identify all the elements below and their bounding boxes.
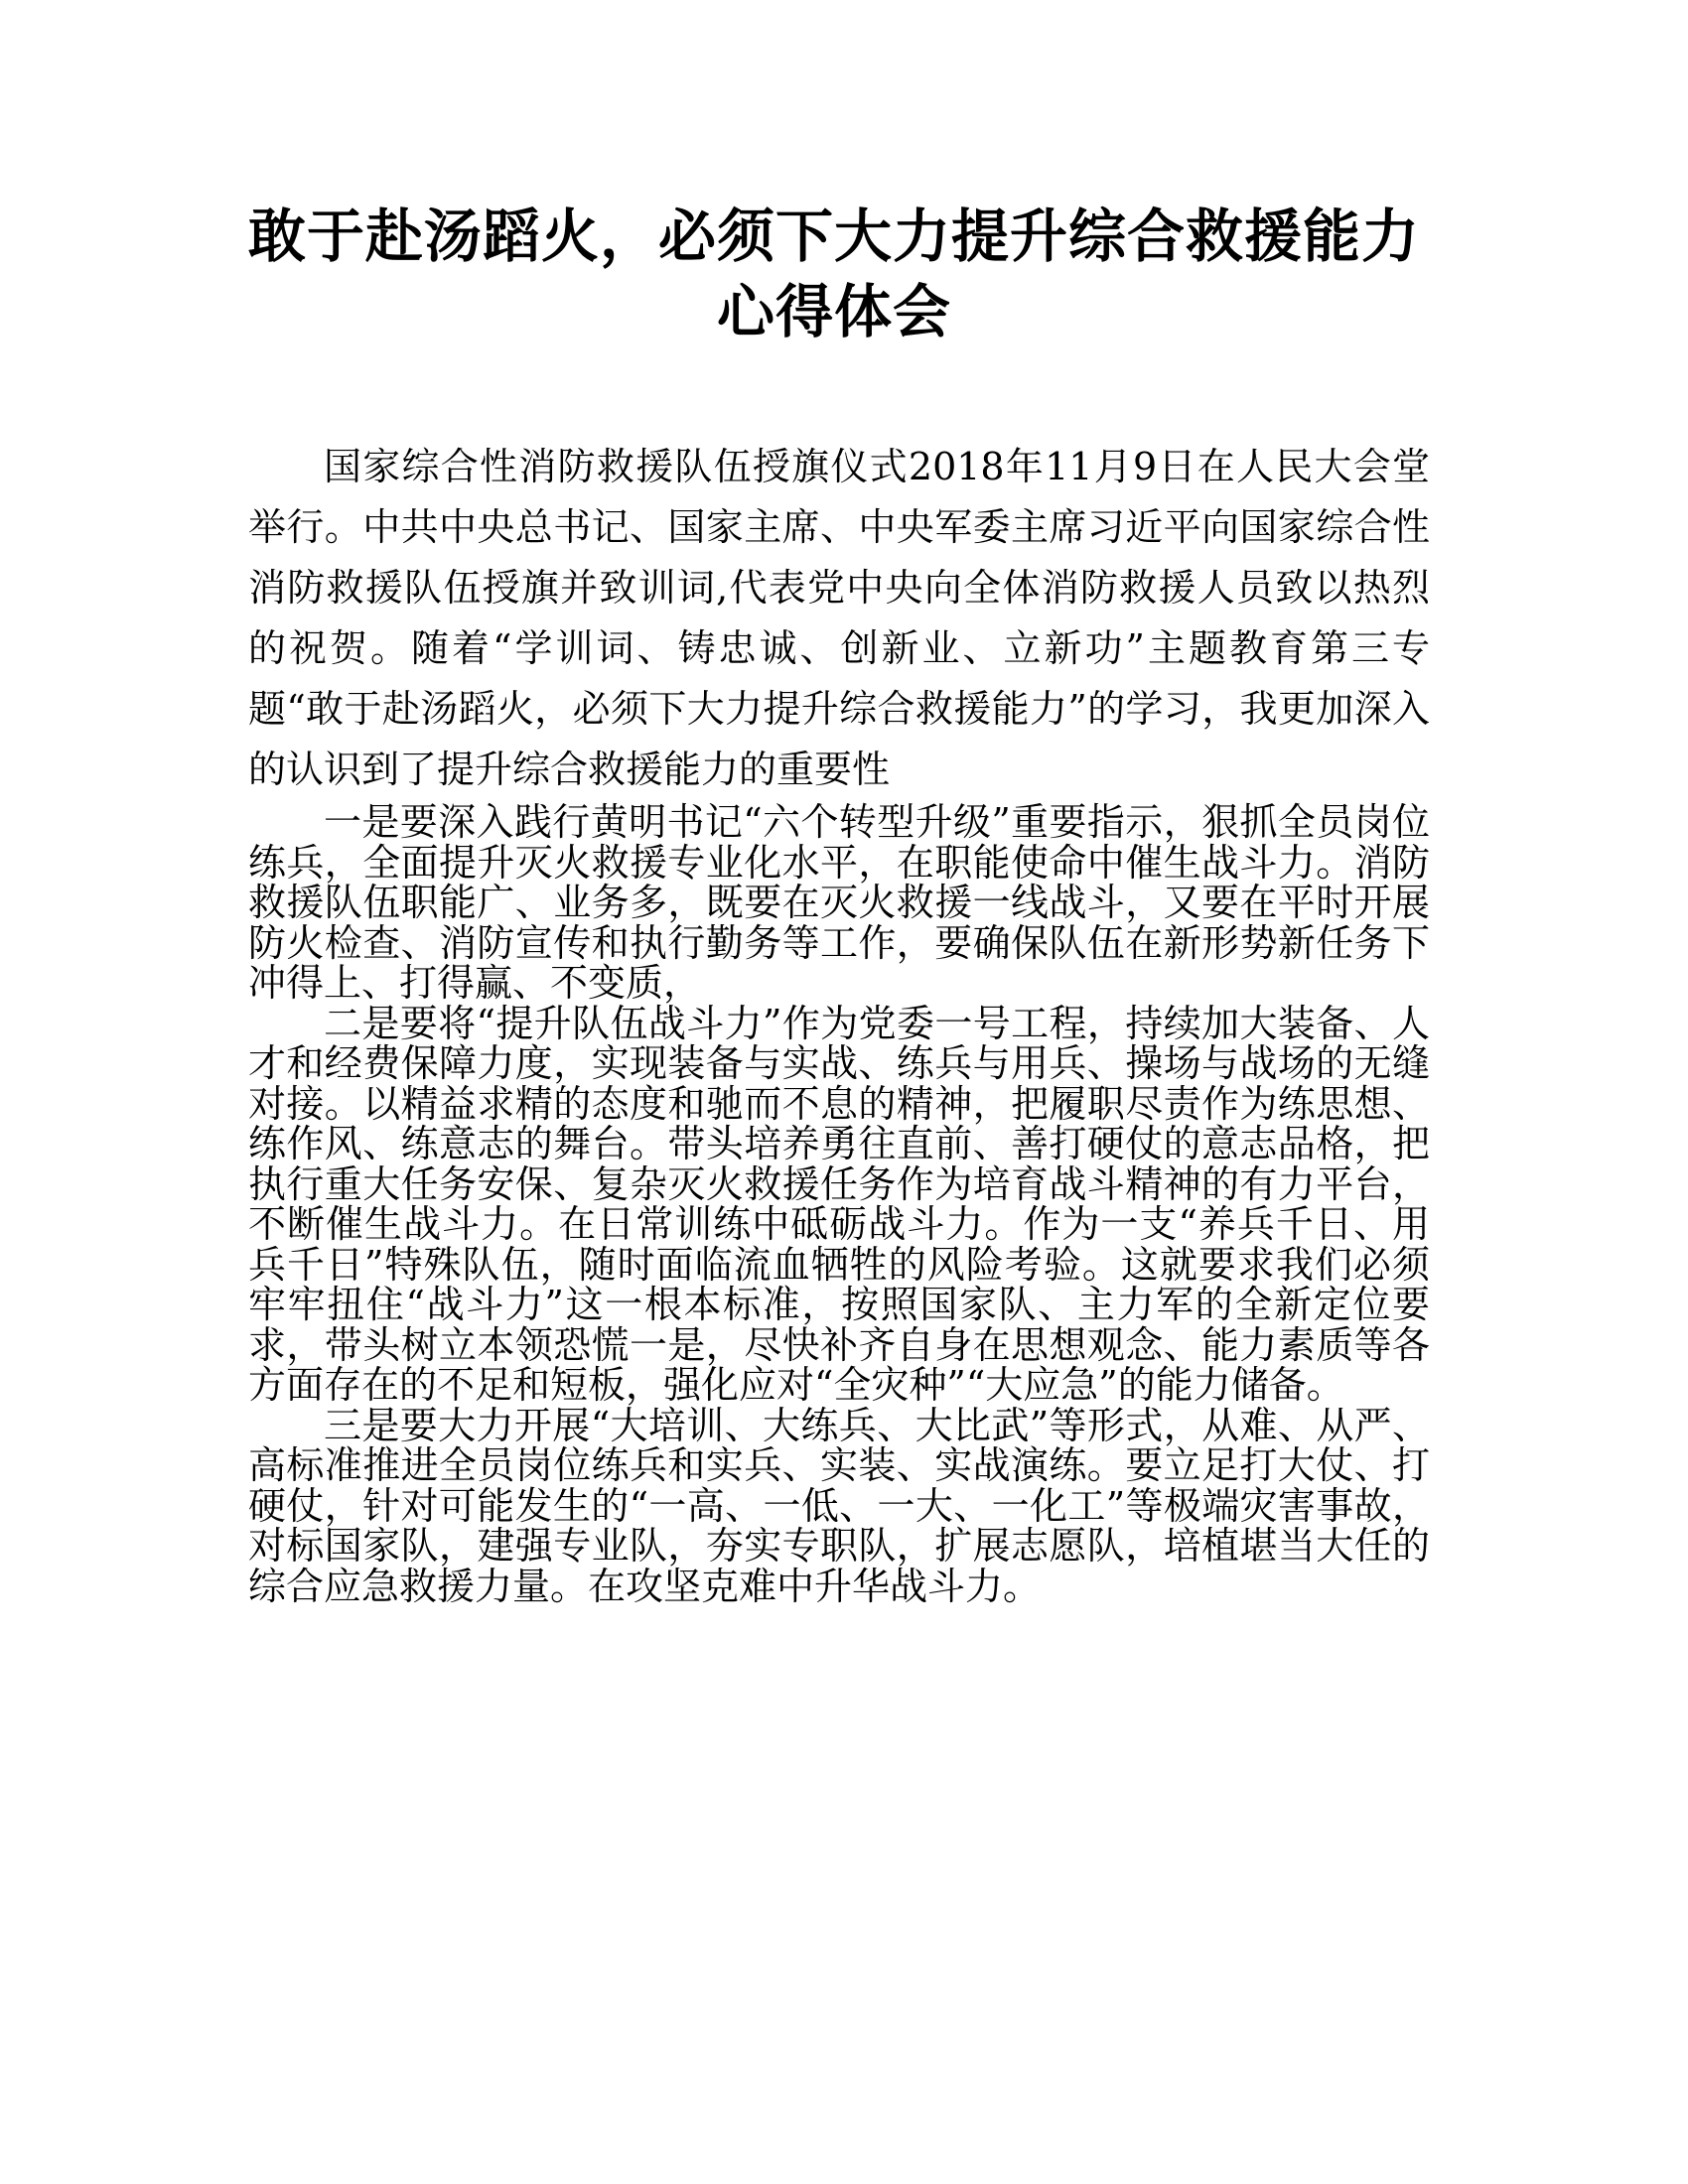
intro-paragraph: 国家综合性消防救援队伍授旗仪式2018年11月9日在人民大会堂举行。中共中央总书记、国家主席、中央军委主席习近平向国家综合性消防救援队伍授旗并致训词,代表党中央向全体消防救援人员致以热烈的祝贺。随着“学训词、铸忠诚、创新业、立新功”主题教育第三专题“敢于赴汤蹈火，必须下大力提升综合救援能力”的学习，我更加深入的认识到了提升综合救援能力的重要性 [248, 445, 1430, 791]
body-paragraphs [248, 802, 1430, 1606]
document-title: 敢于赴汤蹈火，必须下大力提升综合救援能力心得体会 [247, 203, 1420, 345]
paragraph-three: 三是要大力开展“大培训、大练兵、大比武”等形式，从难、从严、高标准推进全员岗位练兵和实兵、实装、实战演练。要立足打大仗、打硬仗，针对可能发生的“一高、一低、一大、一化工”等极端灾害事故，对标国家队，建强专业队，夯实专职队，扩展志愿队，培植堪当大任的综合应急救援力量。在攻坚克难中升华战斗力。 [248, 1403, 1430, 1608]
paragraph-two: 二是要将“提升队伍战斗力”作为党委一号工程，持续加大装备、人才和经费保障力度，实现装备与实战、练兵与用兵、操场与战场的无缝对接。以精益求精的态度和驰而不息的精神，把履职尽责作为练思想、练作风、练意志的舞台。带头培养勇往直前、善打硬仗的意志品格，把执行重大任务安保、复杂灭火救援任务作为培育战斗精神的有力平台，不断催生战斗力。在日常训练中砥砺战斗力。作为一支“养兵千日、用兵千日”特殊队伍，随时面临流血牺牲的风险考验。这就要求我们必须牢牢扭住“战斗力”这一根本标准，按照国家队、主力军的全新定位要求，带头树立本领恐慌一是，尽快补齐自身在思想观念、能力素质等各方面存在的不足和短板，强化应对“全灾种”“大应急”的能力储备。 [248, 1001, 1430, 1407]
paragraph-one: 一是要深入践行黄明书记“六个转型升级”重要指示，狠抓全员岗位练兵，全面提升灭火救援专业化水平，在职能使命中催生战斗力。消防救援队伍职能广、业务多，既要在灭火救援一线战斗，又要在平时开展防火检查、消防宣传和执行勤务等工作，要确保队伍在新形势新任务下冲得上、打得赢、不变质， [248, 800, 1430, 1005]
